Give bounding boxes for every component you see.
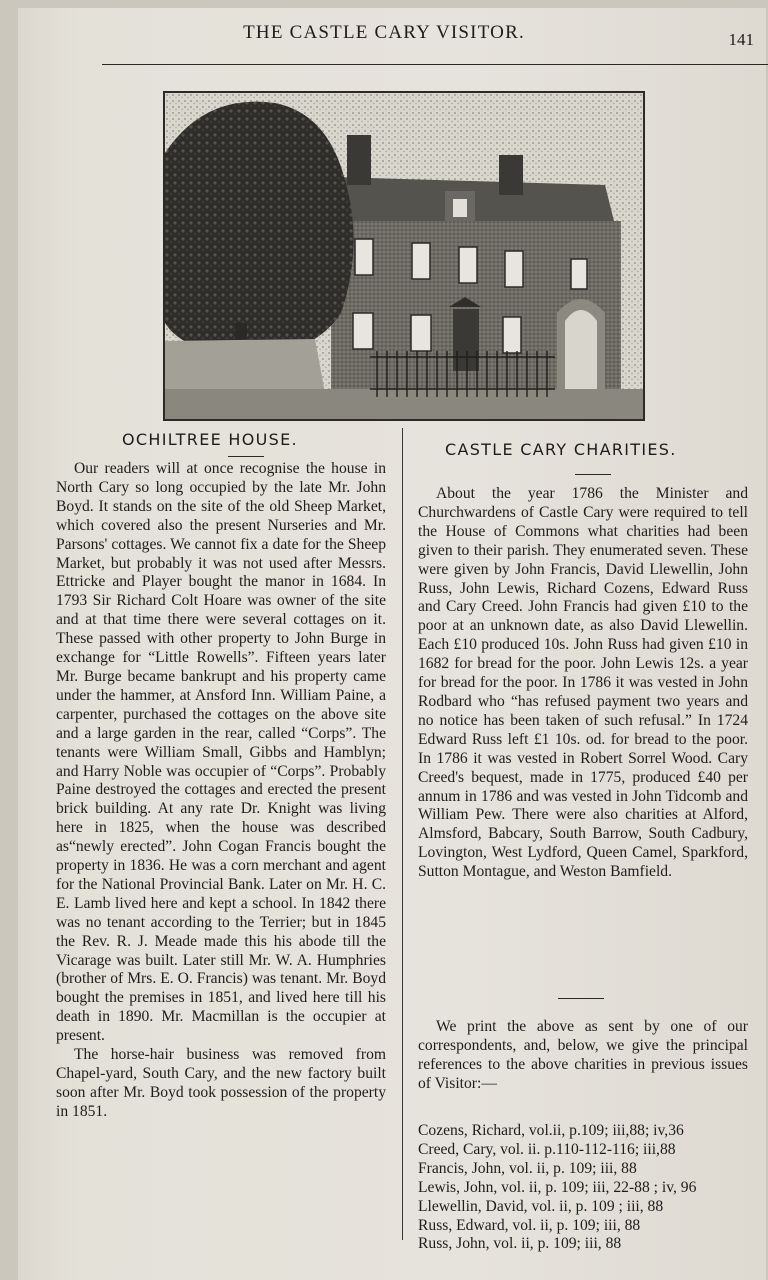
running-head: THE CASTLE CARY VISITOR. xyxy=(243,22,525,43)
references-intro xyxy=(418,1018,748,1094)
house-photograph xyxy=(163,91,645,421)
reference-item: Francis, John, vol. ii, p. 109; iii, 88 xyxy=(418,1159,637,1177)
article-paragraph: Our readers will at once recognise the house in North Cary so long occupied by the late Mr. John Boyd. It stands on the site of the old Sheep Market, which covered also the present Nurseries and Mr. Parsons' cottages. We cannot fix a date for the Sheep Market, but probably it was not used after Messrs. Ettricke and Player bought the manor in 1684. In 1793 Sir Richard Colt Hoare was owner of the site and at that time there were several cottages on it. These passed with other property to John Burge in exchange for “Little Rowells”. Fifteen years later Mr. Burge became bankrupt and his property came under the hammer, at Ansford Inn. William Paine, a carpenter, purchased the cottages on the above site and a large garden in the rear, called “Corps”. The tenants were William Small, Gibbs and Hamblyn; and Harry Noble was occupier of “Corps”. Probably Paine destroyed the cottages and erected the present brick building. At any rate Dr. Knight was living here in 1825, when the house was described as“newly erected”. John Cogan Francis bought the property in 1836. He was a corn merchant and agent for the National Provincial Bank. Later on Mr. H. C. E. Lamb lived here and kept a school. In 1842 there was no tenant according to the Terrier; but in 1845 the Rev. R. J. Meade made this his abode till the Vicarage was built. Later still Mr. W. A. Humphries (brother of Mrs. E. O. Francis) was tenant. Mr. Boyd bought the premises in 1851, and lived here till his death in 1890. Mr. Macmillan is the occupier at present. xyxy=(56,460,386,1045)
header-rule xyxy=(102,64,768,65)
section-break-rule xyxy=(558,998,604,999)
article-paragraph: About the year 1786 the Minister and Churchwardens of Castle Cary were required to tell the House of Commons what charities had been given to their parish. They enumerated seven. These were given by John Francis, David Llewellin, John Russ, John Lewis, Richard Cozens, Edward Russ and Cary Creed. John Francis had given £10 to the poor at an unknown date, as also David Llewellin. Each £10 produced 10s. John Russ had given £10 in 1682 for bread for the poor. John Lewis 12s. a year for bread for the poor. In 1786 it was vested in John Rodbard who “has refused payment two years and no notice has been taken of such refusal.” In 1724 Edward Russ left £1 10s. od. for bread to the poor. In 1786 it was vested in Robert Sorrel Wood. Cary Creed's bequest, made in 1775, produced £40 per annum in 1786 and was vested in John Tidcomb and William Pew. There were also charities at Alford, Almsford, Babcary, South Barrow, South Cadbury, Lovington, West Lydford, Queen Camel, Sparkford, Sutton Montague, and Weston Bamfield. xyxy=(418,485,748,881)
reference-item: Russ, Edward, vol. ii, p. 109; iii, 88 xyxy=(418,1216,641,1234)
reference-item: Russ, John, vol. ii, p. 109; iii, 88 xyxy=(418,1235,622,1253)
page-number: 141 xyxy=(728,30,754,49)
column-divider xyxy=(402,428,403,1240)
charities-article xyxy=(418,485,748,882)
section-title-charities: CASTLE CARY CHARITIES. xyxy=(445,440,677,459)
ochiltree-article xyxy=(56,460,386,1122)
title-rule-left xyxy=(228,456,264,457)
reference-item: Creed, Cary, vol. ii. p.110-112-116; iii,88 xyxy=(418,1140,676,1158)
intro-paragraph: We print the above as sent by one of our correspondents, and, below, we give the principal references to the above charities in previous issues of Visitor:— xyxy=(418,1018,748,1092)
reference-item: Lewis, John, vol. ii, p. 109; iii, 22-88 ; iv, 96 xyxy=(418,1178,697,1196)
section-title-ochiltree: OCHILTREE HOUSE. xyxy=(122,430,298,449)
title-rule-right xyxy=(575,474,611,475)
references-list xyxy=(418,1122,748,1254)
reference-item: Llewellin, David, vol. ii, p. 109 ; iii, 88 xyxy=(418,1197,664,1215)
reference-item: Cozens, Richard, vol.ii, p.109; iii,88; iv,36 xyxy=(418,1122,684,1139)
article-paragraph: The horse-hair business was removed from Chapel-yard, South Cary, and the new factory built soon after Mr. Boyd took possession of the property in 1851. xyxy=(56,1046,386,1120)
